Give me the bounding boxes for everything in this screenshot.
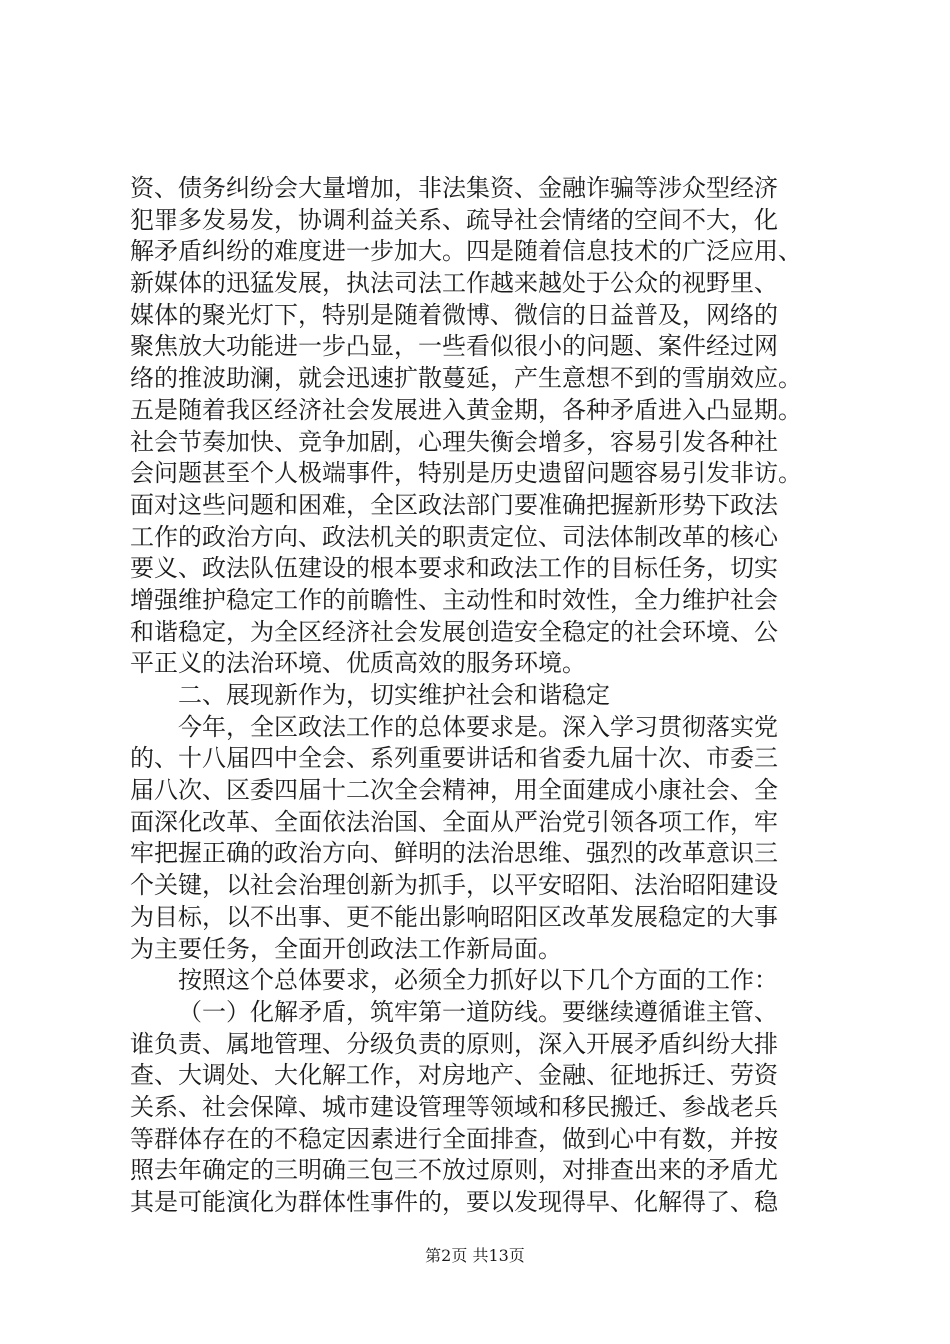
text-line: 其是可能演化为群体性事件的，要以发现得早、化解得了、稳 xyxy=(130,1188,778,1216)
text-line: 关系、社会保障、城市建设管理等领域和移民搬迁、参战老兵 xyxy=(130,1092,778,1121)
text-line: 资、债务纠纷会大量增加，非法集资、金融诈骗等涉众型经济 xyxy=(130,174,778,202)
text-line: 络的推波助澜，就会迅速扩散蔓延，产生意想不到的雪崩效应。 xyxy=(130,364,802,393)
text-line: 照去年确定的三明确三包三不放过原则，对排查出来的矛盾尤 xyxy=(130,1156,778,1185)
text-line: 为主要任务，全面开创政法工作新局面。 xyxy=(130,934,562,963)
body-text xyxy=(130,173,830,1219)
text-line: 谁负责、属地管理、分级负责的原则，深入开展矛盾纠纷大排 xyxy=(130,1029,778,1058)
text-line: 届八次、区委四届十二次全会精神，用全面建成小康社会、全 xyxy=(130,776,778,805)
text-line: 犯罪多发易发，协调利益关系、疏导社会情绪的空间不大，化 xyxy=(130,205,778,234)
text-line: 今年，全区政法工作的总体要求是。深入学习贯彻落实党 xyxy=(178,712,778,741)
text-line: 面对这些问题和困难，全区政法部门要准确把握新形势下政法 xyxy=(130,490,778,519)
text-line: 五是随着我区经济社会发展进入黄金期，各种矛盾进入凸显期。 xyxy=(130,395,802,424)
text-line: 查、大调处、大化解工作，对房地产、金融、征地拆迁、劳资 xyxy=(130,1061,778,1090)
text-line: 新媒体的迅猛发展，执法司法工作越来越处于公众的视野里、 xyxy=(130,269,778,298)
text-line: 会问题甚至个人极端事件，特别是历史遗留问题容易引发非访。 xyxy=(130,459,802,488)
text-line: 平正义的法治环境、优质高效的服务环境。 xyxy=(130,649,586,678)
text-line: 牢把握正确的政治方向、鲜明的法治思维、强烈的改革意识三 xyxy=(130,839,778,868)
text-line: 二、展现新作为，切实维护社会和谐稳定 xyxy=(178,681,610,709)
text-line: 和谐稳定，为全区经济社会发展创造安全稳定的社会环境、公 xyxy=(130,617,778,646)
text-line: 面深化改革、全面依法治国、全面从严治党引领各项工作，牢 xyxy=(130,807,778,836)
text-line: 为目标，以不出事、更不能出影响昭阳区改革发展稳定的大事 xyxy=(130,902,778,931)
text-line: 工作的政治方向、政法机关的职责定位、司法体制改革的核心 xyxy=(130,522,778,551)
text-line: 聚焦放大功能进一步凸显，一些看似很小的问题、案件经过网 xyxy=(130,332,778,361)
text-line: 要义、政法队伍建设的根本要求和政法工作的目标任务，切实 xyxy=(130,554,778,583)
text-line: 增强维护稳定工作的前瞻性、主动性和时效性，全力维护社会 xyxy=(130,585,778,614)
text-line: 媒体的聚光灯下，特别是随着微博、微信的日益普及，网络的 xyxy=(130,300,778,329)
text-line: 的、十八届四中全会、系列重要讲话和省委九届十次、市委三 xyxy=(130,744,778,773)
text-line: 等群体存在的不稳定因素进行全面排查，做到心中有数，并按 xyxy=(130,1124,778,1153)
text-line: 解矛盾纠纷的难度进一步加大。四是随着信息技术的广泛应用、 xyxy=(130,237,802,266)
text-line: 社会节奏加快、竞争加剧，心理失衡会增多，容易引发各种社 xyxy=(130,427,778,456)
text-line: （一）化解矛盾，筑牢第一道防线。要继续遵循谁主管、 xyxy=(178,997,778,1026)
text-line: 个关键，以社会治理创新为抓手，以平安昭阳、法治昭阳建设 xyxy=(130,871,778,900)
text-line: 按照这个总体要求，必须全力抓好以下几个方面的工作： xyxy=(178,966,778,995)
page-footer: 第2页 共13页 xyxy=(425,1246,525,1265)
